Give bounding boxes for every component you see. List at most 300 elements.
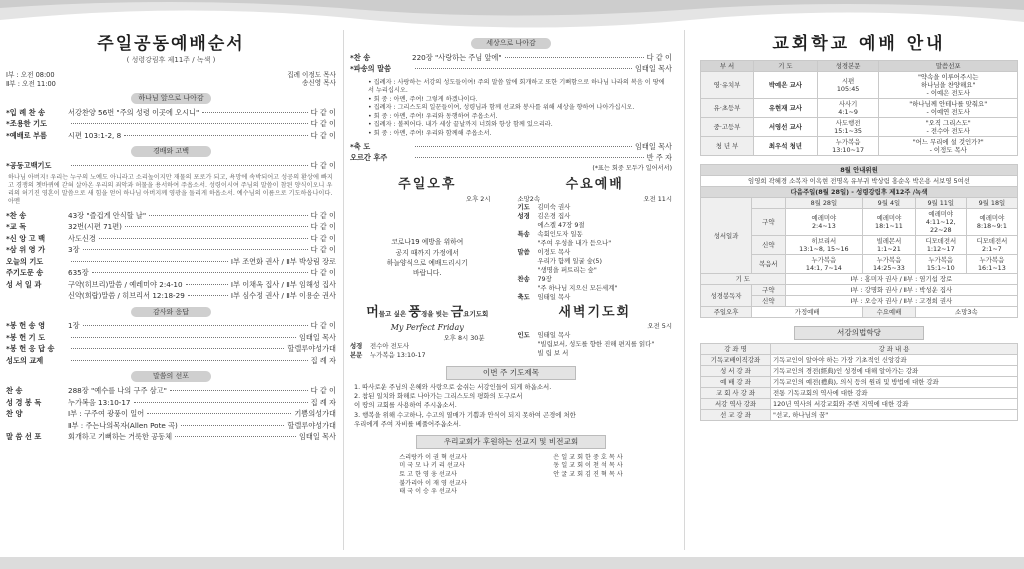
school-row [701, 99, 1018, 118]
order-leader: Ⅰ부 이채옥 집사 / Ⅱ부 임해성 집사 [230, 279, 336, 289]
dot-leader [415, 68, 632, 69]
afternoon-item-2: 수요예배 [863, 307, 916, 318]
order-content: 구약(히브리)말씀 / 예레미야 2:4-10 [68, 279, 183, 289]
service-order-line [517, 331, 672, 340]
gospel-reading: 누가복음 15:1~10 [915, 255, 966, 274]
dot-leader [71, 348, 284, 349]
dot-leader [99, 238, 308, 239]
service-order-line [517, 230, 672, 239]
vision-church-entry: 동 일 교 회 이 천 석 목 사 [553, 462, 623, 470]
academy-course-desc: 전통 기독교회의 역사에 대한 강좌 [771, 387, 1018, 398]
order-label: *축 도 [350, 141, 371, 151]
church-school-table [700, 60, 1018, 156]
school-cell-prayer: 최우석 청년 [754, 137, 818, 156]
wednesday-service-title: 수요예배 [565, 177, 624, 193]
reader-old-label: 구약 [752, 285, 786, 296]
order-label: *파송의 말씀 [350, 64, 391, 74]
order-rows-worship [6, 211, 336, 303]
order-content: 635장 [68, 268, 89, 278]
liturgical-season: ( 성령강림후 제11주 / 녹색 ) [126, 56, 216, 65]
afternoon-and-wednesday [350, 176, 672, 302]
panel-divider-2 [684, 30, 685, 550]
order-rows-sending [350, 53, 672, 76]
dismissal-line: • 회 중 : 아멘, 주여! 우리와 함께해 주옵소서. [368, 130, 492, 138]
academy-header-cell: 강 좌 내 용 [771, 343, 1018, 354]
friday-order [350, 342, 505, 360]
service-role [517, 340, 537, 349]
order-content: 서강찬양 56번 "주의 성령 이곳에 오시니" [68, 107, 200, 117]
service-order-line [517, 284, 672, 293]
service-order-line [517, 257, 672, 266]
missionary-entry: 태 국 이 승 우 선교사 [399, 488, 457, 496]
duty-and-lectionary-body [701, 165, 1018, 318]
mission-support-title: 우리교회가 후원하는 선교지 및 비전교회 [416, 435, 606, 448]
academy-table [700, 343, 1018, 421]
dismissal-line: • 집례자 : 사랑하는 서강의 성도들이여! 주의 말씀 앞에 회개하고 또한 기뻐함으로 하나님 나라의 복음 이 땅에서 누리십시오. [368, 78, 665, 95]
academy-title: 서강의법학당 [794, 326, 924, 339]
reader-old-row [701, 285, 1018, 296]
vision-church-entry: 안 굴 교 회 김 진 혁 목 사 [553, 471, 623, 479]
academy-row [701, 365, 1018, 376]
panel-church-school [700, 34, 1018, 554]
afternoon-row [701, 307, 1018, 318]
order-leader: 다 같 이 [310, 119, 336, 129]
service-detail: "주 하나님 지으신 모든세계" [537, 284, 618, 293]
academy-row [701, 409, 1018, 420]
friday-and-dawn [350, 304, 672, 360]
prayer-topic: 2. 참된 일치와 화해로 나아가는 그리스도의 평화의 도구로서 [354, 392, 523, 401]
dot-leader [202, 112, 307, 113]
order-content: 1장 [68, 321, 80, 331]
academy-course-name: 서강 역사 강좌 [701, 398, 771, 409]
order-content: 43장 "즐겁게 안식할 날" [68, 210, 147, 220]
order-leader: 다 같 이 [310, 160, 336, 170]
vision-churches-list [553, 454, 623, 497]
prayer-topics-title: 이번 주 기도제목 [446, 366, 576, 379]
afternoon-notice-line: 하늘양식으로 예배드리시기 [386, 258, 468, 267]
wednesday-service-block [517, 176, 672, 302]
academy-course-name: 교 회 사 강 좌 [701, 387, 771, 398]
service-times [6, 71, 336, 89]
standing-note: (*표는 회중 모두가 일어서서) [592, 164, 672, 172]
order-label: *찬 송 [350, 52, 371, 62]
dismissal-line: • 회 중 : 아멘, 주여! 그렇게 하겠나이다. [368, 95, 478, 103]
order-label: *봉 헌 응 답 송 [6, 344, 55, 354]
service-role: 기도 [517, 203, 530, 212]
dot-leader [71, 360, 308, 361]
section-header-word: 말씀의 선포 [131, 371, 211, 382]
order-row [6, 421, 336, 433]
order-content: 누가복음 13:10-17 [68, 397, 131, 407]
afternoon-notice-line: 코로나19 예방을 위하여 [391, 238, 464, 247]
friday-prayer-block [350, 304, 505, 360]
dot-leader [71, 123, 308, 124]
service-order-line [517, 248, 672, 257]
school-header-cell: 부 서 [701, 61, 754, 72]
order-row [6, 291, 336, 303]
dot-leader [415, 146, 632, 147]
order-label: 성도의 교제 [6, 355, 44, 365]
dot-leader [505, 57, 644, 58]
section-header-approach: 하나님 앞으로 나아감 [131, 93, 211, 104]
school-header-cell: 기 도 [754, 61, 818, 72]
week-head: 8월 28일 [785, 198, 863, 209]
dot-leader [175, 436, 296, 437]
order-leader: 다 같 이 [310, 210, 336, 220]
order-content: 시편 103:1-2, 8 [68, 130, 122, 140]
service-role [517, 239, 537, 248]
order-leader: 할렐루야성가대 [287, 420, 336, 430]
order-label: 성 경 봉 독 [6, 397, 42, 407]
gospel-label: 복음서 [752, 255, 786, 274]
new-label: 신약 [752, 236, 786, 255]
order-content: 신약(희랍)말씀 / 히브리서 12:18-29 [68, 291, 185, 301]
academy-course-desc: 120년 역사의 서강교회와 주변 지역에 대한 강좌 [771, 398, 1018, 409]
academy-header-row [701, 343, 1018, 354]
officiant-1: 집례 이정도 목사 [287, 71, 336, 79]
panel-sunday-worship [6, 34, 336, 554]
missionaries-list [399, 454, 467, 497]
order-row [350, 64, 672, 76]
order-label: *예배로 부름 [6, 130, 47, 140]
friday-title-2: 물고 싶은 [378, 310, 409, 319]
order-label: 찬 양 [6, 409, 23, 419]
panel-weekly-services [350, 34, 672, 554]
friday-title-5: 금 [450, 305, 464, 321]
dot-leader [147, 413, 291, 414]
reader-label: 성경봉독자 [701, 285, 752, 307]
order-rows-word [6, 386, 336, 444]
worship-order-title: 주일공동예배순서 [97, 34, 245, 54]
order-leader: 할렐루야성가대 [287, 344, 336, 354]
school-cell-dept: 중·고등부 [701, 118, 754, 137]
school-cell-sermon: "어느 무리에 설 것인가?" - 이정도 목사 [879, 137, 1018, 156]
order-leader: 임태일 목사 [298, 432, 336, 442]
sunday-afternoon-notice [350, 237, 505, 278]
gospel-reading: 누가복음 14:1, 7~14 [785, 255, 863, 274]
order-row [6, 356, 336, 368]
dismissal-line: • 회 중 : 아멘, 주여! 우리와 동행하여 주옵소서. [368, 112, 498, 120]
service-detail: 에스겔 47장 9절 [537, 221, 585, 230]
section-header-sending: 세상으로 나아감 [471, 38, 551, 49]
week-head: 9월 4일 [863, 198, 916, 209]
dot-leader [186, 284, 228, 285]
new-reading: 히브리서 13:1~8, 15~16 [785, 236, 863, 255]
dot-leader [188, 295, 228, 296]
academy-course-name: 예 배 강 좌 [701, 376, 771, 387]
order-rows-thanks [6, 321, 336, 367]
order-leader: 다 같 이 [310, 386, 336, 396]
school-cell-prayer: 유현재 교사 [754, 99, 818, 118]
school-row [701, 118, 1018, 137]
order-content: 220장 "사랑하는 주님 앞에" [412, 52, 502, 62]
order-label: 말 씀 선 포 [6, 432, 42, 442]
order-row [6, 268, 336, 280]
dot-leader [83, 325, 308, 326]
afternoon-label: 주일오후 [701, 307, 752, 318]
school-cell-dept: 청 년 부 [701, 137, 754, 156]
order-label: 찬 송 [6, 386, 23, 396]
afternoon-notice-line: 바랍니다. [413, 269, 442, 278]
order-row [6, 234, 336, 246]
service-order-line [517, 340, 672, 349]
order-leader: 다 같 이 [310, 222, 336, 232]
order-row [6, 432, 336, 444]
afternoon-item-3: 소망3속 [915, 307, 1017, 318]
friday-title-6: 요기도회 [463, 310, 489, 319]
dot-leader [71, 261, 228, 262]
old-reading: 예레미야 2:4~13 [785, 209, 863, 236]
service-role: 성경 [350, 342, 363, 351]
friday-prayer-title [350, 304, 505, 322]
order-label: 주기도문 송 [6, 268, 44, 278]
duty-people: 임영희 곽혜경 소복자 이옥현 전명옥 유부귀 박상림 홍순옥 박은용 서보영 5여선 [701, 176, 1018, 187]
prayer-topics-list [350, 383, 672, 429]
order-leader: 집 례 자 [310, 355, 336, 365]
order-row [6, 222, 336, 234]
missionary-entry: 스리랑카 이 권 혁 선교사 [399, 453, 467, 461]
dawn-prayer-order [517, 331, 672, 358]
order-label: *교 독 [6, 222, 27, 232]
service-role: 축도 [517, 293, 530, 302]
dot-leader [149, 215, 307, 216]
service-role: 인도 [517, 331, 530, 340]
old-reading: 예레미야 18:1~11 [863, 209, 916, 236]
duty-and-lectionary-table [700, 164, 1018, 318]
order-label: *신 앙 고 백 [6, 233, 46, 243]
service-detail: 임태일 목사 [537, 331, 571, 340]
school-cell-dept: 영·유치부 [701, 72, 754, 99]
order-row [6, 131, 336, 143]
academy-row [701, 387, 1018, 398]
lectionary-label: 성서일과 [701, 198, 752, 274]
order-label: *조용한 기도 [6, 119, 47, 129]
school-cell-sermon: "하나님께 안테나를 맞춰요" - 이예연 전도사 [879, 99, 1018, 118]
academy-course-desc: 기독교인의 경전(經典)인 성경에 대해 알아가는 강좌 [771, 365, 1018, 376]
service-detail: 빌 립 보 서 [537, 349, 569, 358]
prayer-topic: 이 땅의 교회를 사용하여 주시옵소서. [354, 401, 457, 410]
order-row [350, 142, 672, 154]
service-order-line [517, 293, 672, 302]
next-sunday-row [701, 187, 1018, 198]
order-leader: 다 같 이 [310, 233, 336, 243]
week-head-row [701, 198, 1018, 209]
wednesday-group: 소망2속 [517, 194, 541, 203]
order-row [6, 386, 336, 398]
afternoon-item-1: 가정예배 [752, 307, 863, 318]
new-reading: 디모데전서 1:12~17 [915, 236, 966, 255]
prayer-topic: 1. 따사로운 주님의 은혜와 사랑으로 숨쉬는 서강인들이 되게 하옵소서. [354, 382, 552, 391]
order-content: 288장 "예수를 나의 구주 삼고" [68, 386, 167, 396]
service-role: 말씀 [517, 248, 530, 257]
dot-leader [125, 226, 308, 227]
school-header-cell: 말씀선포 [879, 61, 1018, 72]
academy-course-name: 기독교배이직강좌 [701, 354, 771, 365]
panel-divider-1 [343, 30, 344, 550]
friday-title-4: 경을 빚는 [420, 310, 451, 319]
old-reading: 예레미야 8:18~9:1 [966, 209, 1017, 236]
academy-course-desc: "선교, 하나님의 꿈" [771, 409, 1018, 420]
order-row [6, 280, 336, 292]
order-row [6, 333, 336, 345]
order-row [6, 108, 336, 120]
service-detail: 누가복음 13:10-17 [370, 351, 426, 360]
church-school-body [701, 72, 1018, 156]
missionary-entry: 불가리아 이 재 영 선교사 [399, 479, 467, 487]
mission-support-list [350, 452, 672, 499]
wednesday-time: 오전 11시 [643, 194, 672, 203]
friday-title-3: 풍 [408, 305, 421, 321]
empty-corner [752, 198, 786, 209]
missionary-entry: 미 국 모 나 키 리 선교사 [399, 462, 465, 470]
dot-leader [170, 390, 308, 391]
prayer-topic: 3. 행복을 위해 수고하나, 수고의 열매가 기쁨과 안식이 되지 못하여 곤경에 처한 [354, 410, 576, 419]
friday-time: 오후 8시 30분 [443, 333, 485, 342]
prayer-duty-label: 기 도 [701, 274, 786, 285]
order-content: 3장 [68, 245, 80, 255]
friday-english-title: My Perfect Friday [390, 323, 464, 333]
academy-course-name: 선 교 강 좌 [701, 409, 771, 420]
officiant-2: 송신영 목사 [302, 79, 336, 88]
service-detail: 79장 [537, 275, 552, 284]
service-order-line [517, 239, 672, 248]
service-detail: 우리가 함께 일굴 숲(5) [537, 257, 602, 266]
school-cell-sermon: "약속을 이루어주시는 하나님을 찬양해요" - 이예은 전도사 [879, 72, 1018, 99]
dismissal-line: • 집례자 : 그리스도의 일꾼들이여, 성령님과 함께 선교와 봉사를 위해 세상을 향하여 나아가십시오. [368, 104, 635, 112]
school-row [701, 72, 1018, 99]
dot-leader [181, 425, 285, 426]
reader-new: Ⅰ부 : 오승자 권사 / Ⅱ부 : 고경희 권사 [785, 296, 1017, 307]
order-row [6, 257, 336, 269]
order-leader: 다 같 이 [646, 52, 672, 62]
sunday-afternoon-block [350, 176, 505, 302]
order-content: 사도신경 [68, 233, 96, 243]
new-reading: 빌레몬서 1:1~21 [863, 236, 916, 255]
academy-header-cell: 강 좌 명 [701, 343, 771, 354]
service-role [517, 257, 537, 266]
service-role: 성경 [517, 212, 530, 221]
bottom-decorative-band [0, 557, 1024, 569]
academy-course-desc: 기독교인의 예전(禮典), 의식 등의 원리 및 방법에 대한 강좌 [771, 376, 1018, 387]
service-detail: 이정도 목사 [537, 248, 571, 257]
week-head: 9월 11일 [915, 198, 966, 209]
order-label: *봉 헌 기 도 [6, 332, 46, 342]
order-label: 오르간 후주 [350, 153, 388, 163]
academy-course-desc: 기독교인이 알아야 하는 가장 기초적인 신앙강좌 [771, 354, 1018, 365]
sunday-afternoon-title: 주일오후 [398, 177, 457, 193]
order-content: 32번(시편 71편) [68, 222, 122, 232]
school-header-cell: 성경본문 [817, 61, 879, 72]
order-leader: 집 례 자 [310, 397, 336, 407]
order-leader: 다 같 이 [310, 245, 336, 255]
service-detail: 김은경 집사 [537, 212, 571, 221]
school-cell-text: 시편 105:45 [817, 72, 879, 99]
gospel-reading: 누가복음 14:25~33 [863, 255, 916, 274]
order-row [6, 398, 336, 410]
order-row [6, 119, 336, 131]
service-detail: 전수아 전도사 [370, 342, 410, 351]
service-detail: "주여 우성을 내가 듣으나" [537, 239, 612, 248]
reader-old: Ⅰ부 : 강명화 권사 / Ⅱ부 : 박성운 집사 [785, 285, 1017, 296]
order-leader: Ⅰ부 심수정 권사 / Ⅱ부 이용순 권사 [230, 291, 336, 301]
missionary-entry: 토 고 한 영 웅 선교사 [399, 471, 457, 479]
order-leader: 다 같 이 [310, 268, 336, 278]
service-detail: 임태일 목사 [537, 293, 571, 302]
order-label: 오늘의 기도 [6, 256, 44, 266]
order-content: 회개하고 기뻐하는 거룩한 공동체 [68, 432, 173, 442]
school-cell-dept: 유·초등부 [701, 99, 754, 118]
order-row [6, 409, 336, 421]
prayer-duty-row [701, 274, 1018, 285]
order-content: Ⅱ부 : 주는나의목자(Allen Pote 곡) [68, 420, 178, 430]
order-leader: 임태일 목사 [298, 332, 336, 342]
friday-title-1: 머 [366, 305, 379, 321]
order-rows-benediction [350, 142, 672, 165]
order-row [6, 211, 336, 223]
gospel-reading: 누가복음 16:1~13 [966, 255, 1017, 274]
dismissal-responses [350, 76, 672, 142]
afternoon-notice-line: 공지 때까지 가정에서 [395, 248, 459, 257]
service-order-line [517, 275, 672, 284]
order-leader: 다 같 이 [310, 321, 336, 331]
order-row [6, 245, 336, 257]
school-cell-sermon: "오직 그리스도" - 전수아 전도사 [879, 118, 1018, 137]
wednesday-order [517, 203, 672, 302]
order-row [6, 161, 336, 173]
order-rows-approach [6, 108, 336, 143]
dawn-prayer-time: 오전 5시 [647, 322, 672, 331]
dot-leader [124, 135, 307, 136]
vision-church-entry: 은 일 교 회 한 중 호 목 사 [553, 453, 623, 461]
old-reading: 예레미야 4:11~12, 22~28 [915, 209, 966, 236]
order-leader: 임태일 목사 [634, 64, 672, 74]
sunday-afternoon-time: 오후 2시 [465, 194, 491, 203]
service-time-1: Ⅰ부 : 오전 08:00 [6, 71, 55, 79]
dot-leader [71, 337, 296, 338]
order-label: 성 서 일 과 [6, 279, 42, 289]
week-head: 9월 18일 [966, 198, 1017, 209]
service-role: 찬송 [517, 275, 530, 284]
dot-leader [415, 157, 644, 158]
confession-prayer-text: 하나님 아버지! 우리는 누구의 노예도 아니라고 소리높이지만 재물의 포로가 되고, 욕망에 속박되어고 성공의 환상에 빠지고 경쟁의 쳇바퀴에 갇혀 살아온 우리의 죄악과 허물을 용서하여 주옵소서. 성령이시여 주님의 말씀이 참된 양식이오니 우리의 허기진 영혼이 말씀으로 새 힘을 얻어 하나님 아버지께 영광을 돌리게 하옵소서. 예수님의 이름으로 기도하옵나이다. 아멘 [8, 174, 333, 206]
order-label: *삼 위 영 가 [6, 245, 46, 255]
section-header-thanks: 감사와 응답 [131, 307, 211, 318]
dawn-prayer-block [517, 304, 672, 360]
order-leader: 다 같 이 [310, 130, 336, 140]
order-content: Ⅰ부 : 구주여 광풍이 일어 [68, 409, 145, 419]
service-detail: 김미숙 권사 [537, 203, 571, 212]
school-cell-prayer: 박예은 교사 [754, 72, 818, 99]
service-order-line [517, 349, 672, 358]
order-row [350, 53, 672, 65]
prayer-duty: Ⅰ부 : 홍미자 권사 / Ⅱ부 : 염기섭 장로 [785, 274, 1017, 285]
order-rows-confession [6, 161, 336, 173]
order-leader: 다 같 이 [310, 107, 336, 117]
order-row [6, 321, 336, 333]
service-order-line [350, 351, 505, 360]
school-cell-text: 누가복음 13:10~17 [817, 137, 879, 156]
new-reading: 디모데전서 2:1~7 [966, 236, 1017, 255]
school-row [701, 137, 1018, 156]
service-time-2: Ⅱ부 : 오전 11:00 [6, 79, 56, 88]
service-role [517, 349, 537, 358]
order-leader: Ⅰ부 조연화 권사 / Ⅱ부 박상림 장로 [230, 256, 336, 266]
dot-leader [134, 402, 308, 403]
order-leader: 임태일 목사 [634, 141, 672, 151]
service-detail: "빌립보서, 성도를 향한 진해 편지를 읽다" [537, 340, 655, 349]
reader-new-label: 신약 [752, 296, 786, 307]
order-leader: 반 주 자 [646, 153, 672, 163]
